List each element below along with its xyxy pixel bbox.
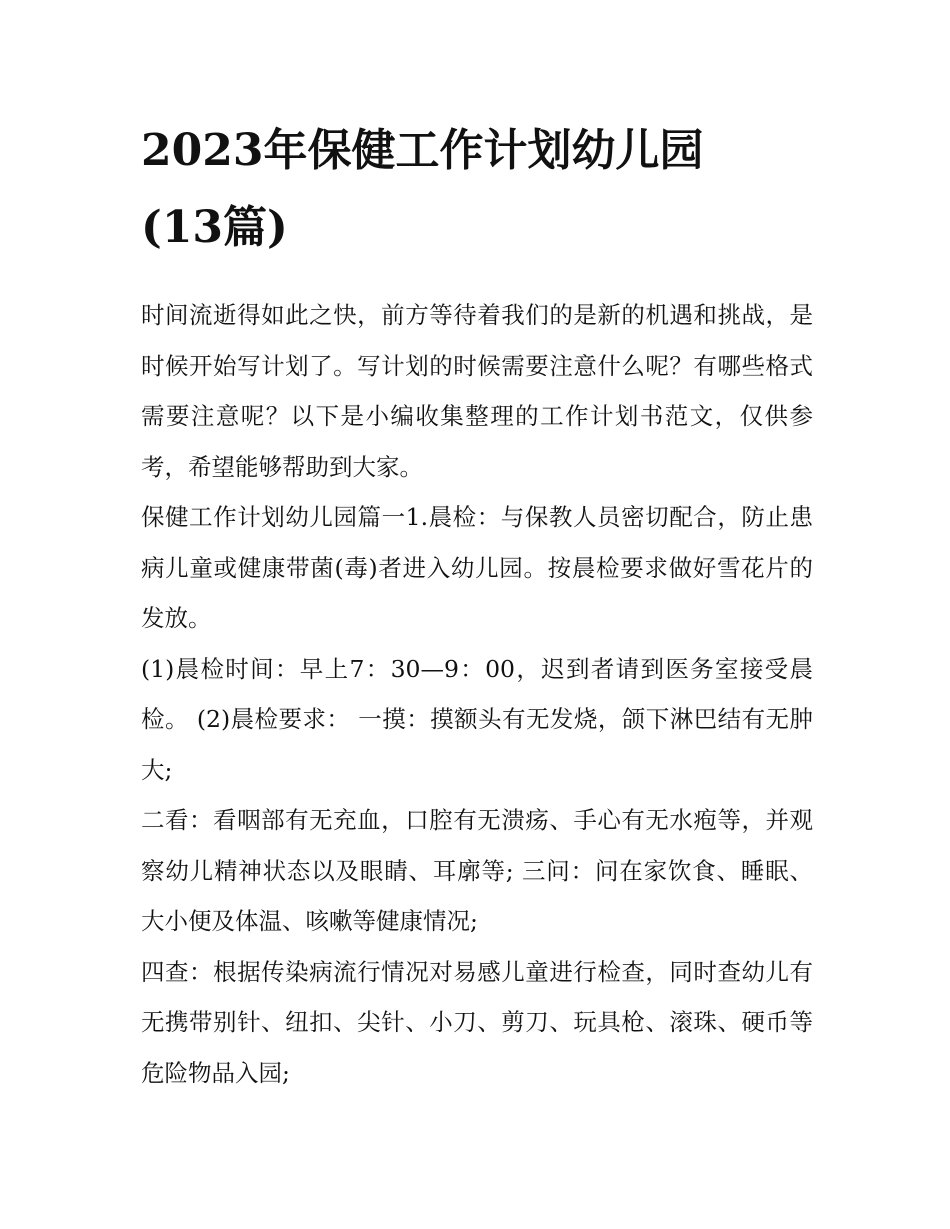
paragraph-check-time: (1)晨检时间：早上7：30—9：00，迟到者请到医务室接受晨检。 (2)晨检要求： 一摸：摸额头有无发烧，颌下淋巴结有无肿大; xyxy=(141,654,813,784)
paragraph-look-ask: 二看：看咽部有无充血，口腔有无溃疡、手心有无水疱等，并观察幼儿精神状态以及眼睛、耳廓等; 三问：问在家饮食、睡眠、大小便及体温、咳嗽等健康情况; xyxy=(141,806,813,935)
title-line-2: (13篇) xyxy=(141,202,288,253)
paragraph-intro: 时间流逝得如此之快，前方等待着我们的是新的机遇和挑战，是时候开始写计划了。写计划的时候需要注意什么呢？有哪些格式需要注意呢？以下是小编收集整理的工作计划书范文，仅供参考，希望能够帮助到大家。 xyxy=(141,301,813,481)
paragraph-morning-check: 保健工作计划幼儿园篇一1.晨检：与保教人员密切配合，防止患病儿童或健康带菌(毒)者进入幼儿园。按晨检要求做好雪花片的发放。 xyxy=(141,503,813,632)
document-title xyxy=(141,112,813,266)
document-page xyxy=(141,112,813,1098)
title-line-1: 2023年保健工作计划幼儿园 xyxy=(141,125,704,176)
paragraph-inspect: 四查：根据传染病流行情况对易感儿童进行检查，同时查幼儿有无携带别针、纽扣、尖针、小刀、剪刀、玩具枪、滚珠、硬币等危险物品入园; xyxy=(141,957,813,1087)
